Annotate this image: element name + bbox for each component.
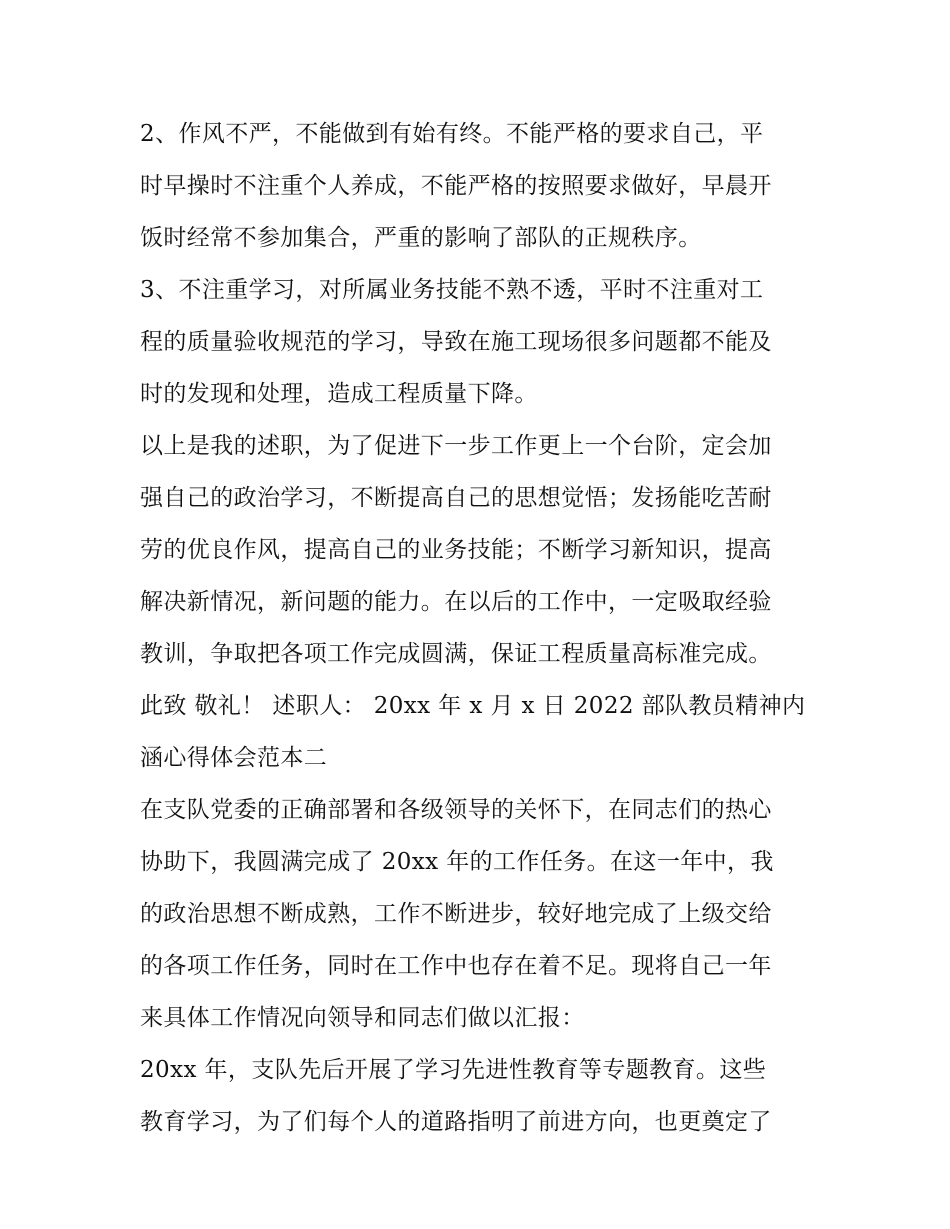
text-line: 时的发现和处理，造成工程质量下降。	[140, 381, 538, 407]
text-line: 以上是我的述职，为了促进下一步工作更上一个台阶，定会加	[140, 433, 772, 459]
text-line: 强自己的政治学习，不断提高自己的思想觉悟；发扬能吃苦耐	[140, 485, 772, 511]
text-line: 协助下，我圆满完成了 20xx 年的工作任务。在这一年中，我	[140, 849, 774, 875]
text-line: 涵心得体会范本二	[140, 745, 328, 771]
text-line: 的政治思想不断成熟，工作不断进步，较好地完成了上级交给	[140, 901, 772, 927]
text-line: 时早操时不注重个人养成，不能严格的按照要求做好，早晨开	[140, 173, 772, 199]
paragraph-education	[140, 1044, 820, 1148]
text-line: 在支队党委的正确部署和各级领导的关怀下，在同志们的热心	[140, 797, 772, 823]
text-line: 的各项工作任务，同时在工作中也存在着不足。现将自己一年	[140, 953, 772, 979]
text-line: 程的质量验收规范的学习，导致在施工现场很多问题都不能及	[140, 329, 772, 355]
document-body	[140, 108, 820, 1148]
text-line: 解决新情况，新问题的能力。在以后的工作中，一定吸取经验	[140, 589, 772, 615]
text-line: 饭时经常不参加集合，严重的影响了部队的正规秩序。	[140, 225, 702, 251]
paragraph-work-style	[140, 108, 820, 264]
text-line: 教训，争取把各项工作完成圆满，保证工程质量高标准完成。	[140, 641, 772, 667]
text-line: 来具体工作情况向领导和同志们做以汇报：	[140, 1005, 585, 1031]
text-line: 此致 敬礼！ 述职人： 20xx 年 x 月 x 日 2022 部队教员精神内	[140, 693, 806, 719]
text-line: 劳的优良作风，提高自己的业务技能；不断学习新知识，提高	[140, 537, 772, 563]
paragraph-introduction	[140, 784, 820, 1044]
text-line: 20xx 年，支队先后开展了学习先进性教育等专题教育。这些	[140, 1057, 767, 1083]
paragraph-conclusion	[140, 420, 820, 784]
text-line: 3、不注重学习，对所属业务技能不熟不透，平时不注重对工	[140, 277, 764, 303]
paragraph-study	[140, 264, 820, 420]
text-line: 2、作风不严，不能做到有始有终。不能严格的要求自己，平	[140, 121, 764, 147]
text-line: 教育学习，为了们每个人的道路指明了前进方向，也更奠定了	[140, 1109, 772, 1135]
